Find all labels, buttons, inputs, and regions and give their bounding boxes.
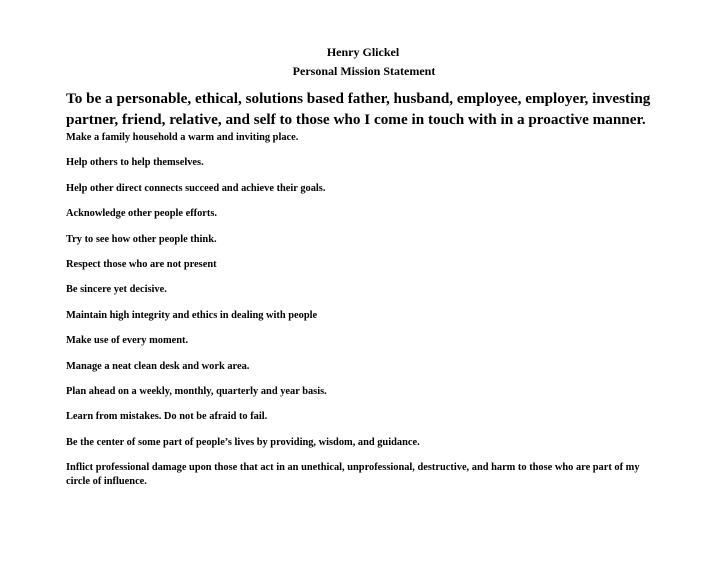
document-header [0,43,728,81]
document-title: Personal Mission Statement [292,64,436,78]
list-item: Help other direct connects succeed and achieve their goals. [66,182,326,194]
list-item: Help others to help themselves. [66,157,204,169]
list-item: Learn from mistakes. Do not be afraid to fail. [66,411,268,423]
author-name: Henry Glickel [326,45,400,59]
list-item: Try to see how other people think. [66,233,217,245]
mission-items-list [66,131,666,489]
list-item: Be sincere yet decisive. [66,284,167,296]
mission-statement: To be a personable, ethical, solutions based father, husband, employee, employer, investing partner, friend, relative, and self to those who I come in touch with in a proactive manner. [66,90,651,128]
list-item: Manage a neat clean desk and work area. [66,360,250,372]
list-item: Maintain high integrity and ethics in dealing with people [66,309,318,321]
list-item: Make a family household a warm and inviting place. [66,132,299,143]
list-item: Acknowledge other people efforts. [66,208,218,220]
list-item: Inflict professional damage upon those that act in an unethical, unprofessional, destructive, and harm to those who are part of my circle of influence. [66,462,640,488]
list-item: Be the center of some part of people’s lives by providing, wisdom, and guidance. [66,436,420,448]
list-item: Respect those who are not present [66,258,217,270]
list-item: Plan ahead on a weekly, monthly, quarterly and year basis. [66,385,327,397]
list-item: Make use of every moment. [66,335,189,347]
